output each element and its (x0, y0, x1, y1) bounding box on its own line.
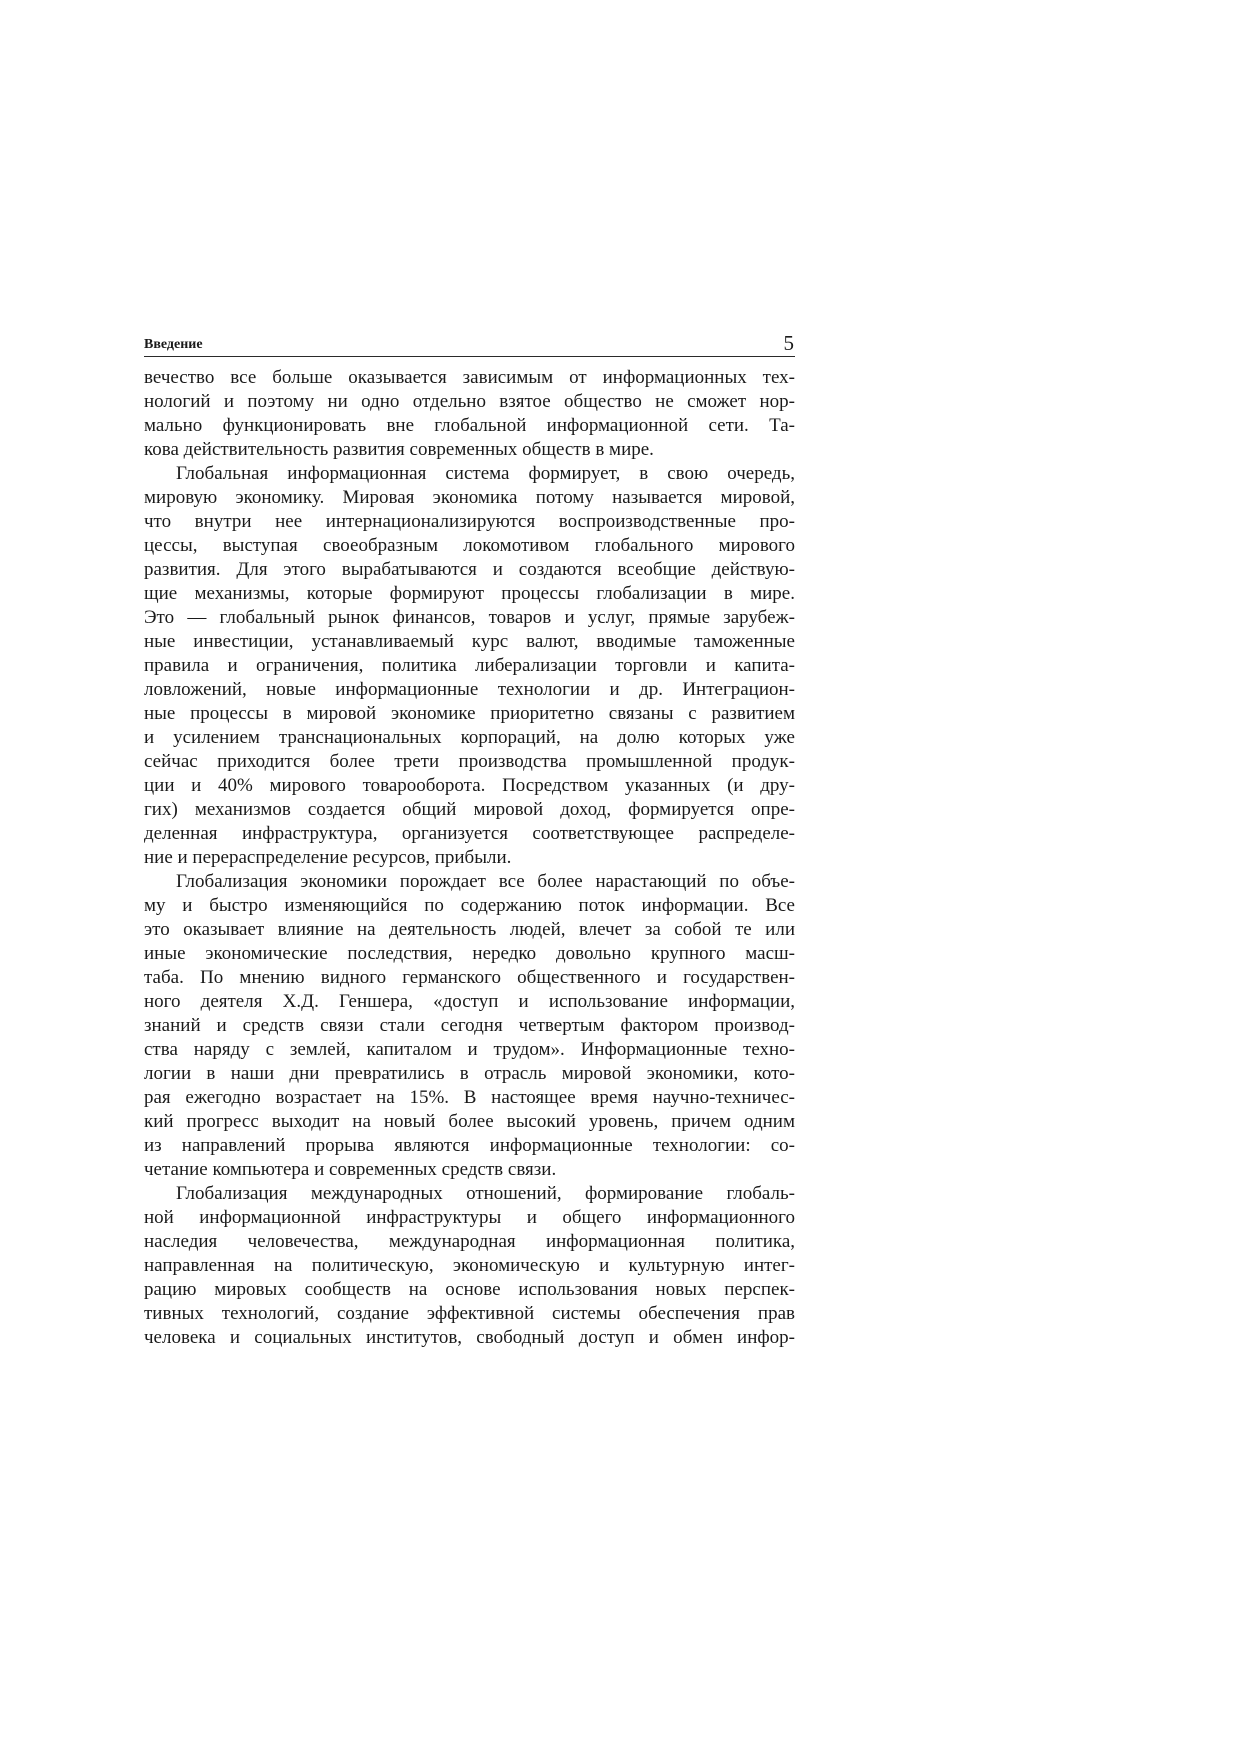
text-line: ловложений, новые информационные технологии и др. Интеграцион- (144, 679, 795, 700)
section-title: Введение (144, 337, 203, 352)
text-line: мально функционировать вне глобальной информационной сети. Та- (144, 415, 795, 436)
text-line: иные экономические последствия, нередко довольно крупного масш- (144, 943, 795, 964)
text-line: человека и социальных институтов, свободный доступ и обмен инфор- (144, 1327, 795, 1348)
text-line: логии в наши дни превратились в отрасль мировой экономики, кото- (144, 1063, 795, 1084)
text-line: мировую экономику. Мировая экономика потому называется мировой, (144, 487, 795, 508)
text-line: ной информационной инфраструктуры и общего информационного (144, 1207, 795, 1228)
text-line: кий прогресс выходит на новый более высокий уровень, причем одним (144, 1111, 795, 1132)
text-line: кова действительность развития современных обществ в мире. (144, 439, 654, 460)
text-line: направленная на политическую, экономическую и культурную интег- (144, 1255, 795, 1276)
text-line: щие механизмы, которые формируют процессы глобализации в мире. (144, 583, 795, 604)
paragraph (144, 462, 795, 870)
text-line: это оказывает влияние на деятельность людей, влечет за собой те или (144, 919, 795, 940)
text-line: сейчас приходится более трети производства промышленной продук- (144, 751, 795, 772)
book-page (144, 326, 795, 1350)
text-line: и усилением транснациональных корпораций, на долю которых уже (144, 727, 795, 748)
text-line: рая ежегодно возрастает на 15%. В настоящее время научно-техничес- (144, 1087, 795, 1108)
paragraph (144, 366, 795, 462)
text-line: Это — глобальный рынок финансов, товаров и услуг, прямые зарубеж- (144, 607, 795, 628)
paragraph (144, 1182, 795, 1350)
page-number: 5 (783, 331, 794, 355)
text-line: ства наряду с землей, капиталом и трудом». Информационные техно- (144, 1039, 795, 1060)
text-line: знаний и средств связи стали сегодня четвертым фактором производ- (144, 1015, 795, 1036)
text-line: четание компьютера и современных средств связи. (144, 1159, 557, 1180)
text-line: гих) механизмов создается общий мировой доход, формируется опре- (144, 799, 795, 820)
text-line: нологий и поэтому ни одно отдельно взятое общество не сможет нор- (144, 391, 795, 412)
text-line: вечество все больше оказывается зависимым от информационных тех- (144, 367, 795, 388)
text-line: му и быстро изменяющийся по содержанию поток информации. Все (144, 895, 795, 916)
text-line: таба. По мнению видного германского общественного и государствен- (144, 967, 795, 988)
text-line: Глобализация международных отношений, формирование глобаль- (176, 1183, 795, 1204)
text-line: правила и ограничения, политика либерализации торговли и капита- (144, 655, 795, 676)
text-line: из направлений прорыва являются информационные технологии: со- (144, 1135, 795, 1156)
text-line: ции и 40% мирового товарооборота. Посредством указанных (и дру- (144, 775, 795, 796)
text-line: ние и перераспределение ресурсов, прибыли. (144, 847, 512, 868)
text-line: Глобальная информационная система формирует, в свою очередь, (176, 463, 795, 484)
text-line: рацию мировых сообществ на основе использования новых перспек- (144, 1279, 795, 1300)
text-line: Глобализация экономики порождает все более нарастающий по объе- (176, 871, 795, 892)
text-line: цессы, выступая своеобразным локомотивом глобального мирового (144, 535, 795, 556)
text-line: тивных технологий, создание эффективной системы обеспечения прав (144, 1303, 795, 1324)
body-text (144, 366, 795, 1350)
text-line: наследия человечества, международная информационная политика, (144, 1231, 795, 1252)
text-line: деленная инфраструктура, организуется соответствующее распределе- (144, 823, 795, 844)
text-line: что внутри нее интернационализируются воспроизводственные про- (144, 511, 795, 532)
running-header (144, 326, 795, 357)
text-line: развития. Для этого вырабатываются и создаются всеобщие действую- (144, 559, 795, 580)
text-line: ные инвестиции, устанавливаемый курс валют, вводимые таможенные (144, 631, 795, 652)
paragraph (144, 870, 795, 1182)
text-line: ного деятеля Х.Д. Геншера, «доступ и использование информации, (144, 991, 795, 1012)
text-line: ные процессы в мировой экономике приоритетно связаны с развитием (144, 703, 795, 724)
